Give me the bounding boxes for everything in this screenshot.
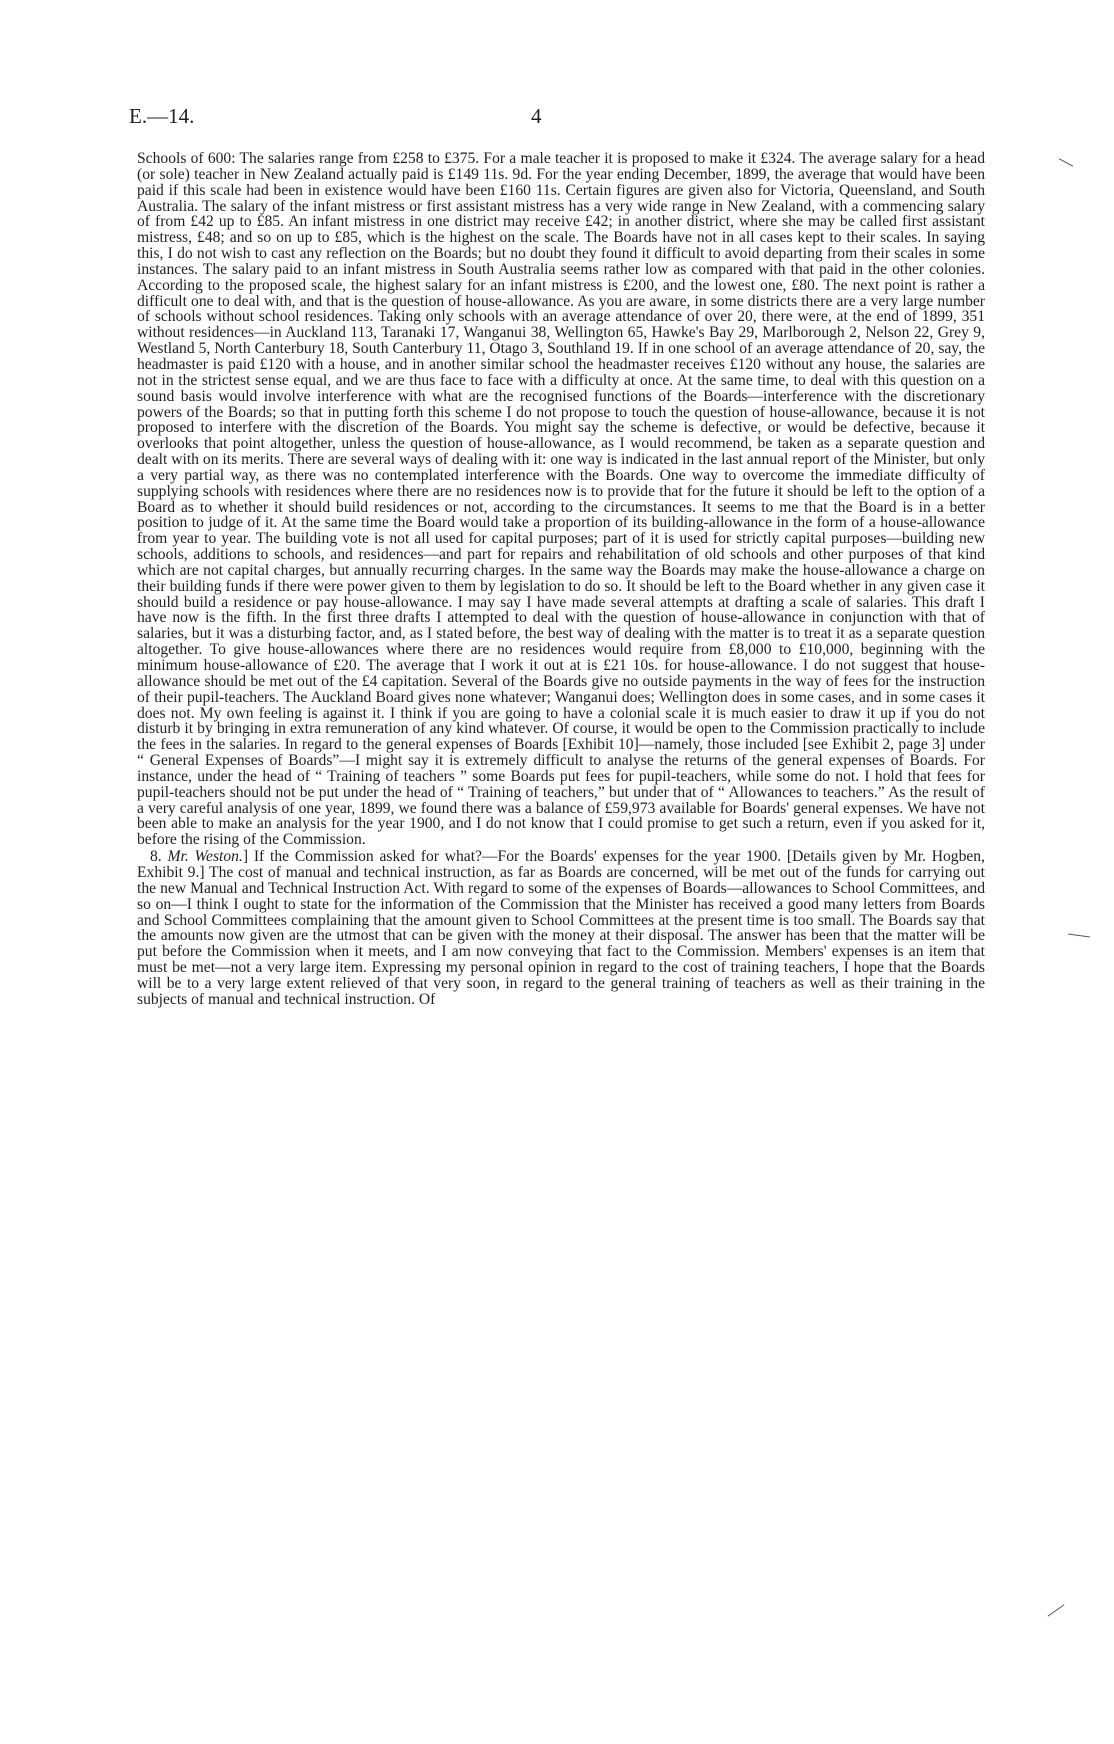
paragraph-schools-salaries: Schools of 600: The salaries range from £258 to £375. For a male teacher it is proposed to make it £324. The average salary for a head (or sole) teacher in New Zealand actually paid is £149 11s. 9d. For the year ending December, 1899, the average that would have been paid if this scale had been in existence would have been £160 11s. Certain figures are given also for Victoria, Queensland, and South Australia. The salary of the infant mistress or first assistant mistress has a very wide range in New Zealand, with a commencing salary of from £42 up to £85. An infant mistress in one district may receive £42; in another district, where she may be called first assistant mistress, £48; and so on up to £85, which is the highest on the scale. The Boards have not in all cases kept to their scales. In saying this, I do not wish to cast any reflection on the Boards; but no doubt they found it difficult to avoid departing from their scales in some instances. The salary paid to an infant mistress in South Australia seems rather low as compared with that paid in the other colonies. According to the proposed scale, the highest salary for an infant mistress is £200, and the lowest one, £80. The next point is rather a difficult one to deal with, and that is the question of house-allowance. As you are aware, in some districts there are a very large number of schools without school residences. Taking only schools with an average attendance of over 20, there were, at the end of 1899, 351 without residences—in Auckland 113, Taranaki 17, Wanganui 38, Wellington 65, Hawke's Bay 29, Marlborough 2, Nelson 22, Grey 9, Westland 5, North Canterbury 18, South Canterbury 11, Otago 3, Southland 19. If in one school of an average attendance of 20, say, the headmaster is paid £120 with a house, and in another similar school the headmaster receives £120 without any house, the salaries are not in the strictest sense equal, and we are thus face to face with a difficulty at once. At the same time, to deal with this question on a sound basis would involve interference with what are the recognised functions of the Boards—interference with the discretionary powers of the Boards; so that in putting forth this scheme I do not propose to touch the question of house-allowance, because it is not proposed to interfere with the discretion of the Boards. You might say the scheme is defective, or would be defective, because it overlooks that point altogether, unless the question of house-allowance, as I would recommend, be taken as a separate question and dealt with on its merits. There are several ways of dealing with it: one way is indicated in the last annual report of the Minister, but only a very partial way, as there was no contemplated interference with the Boards. One way to overcome the immediate difficulty of supplying schools with residences where there are no residences now is to provide that for the future it should be left to the option of a Board as to whether it should build residences or not, according to the circumstances. It seems to me that the Board is in a better position to judge of it. At the same time the Board would take a proportion of its building-allowance in the form of a house-allowance from year to year. The building vote is not all used for capital purposes; part of it is used for strictly capital purposes—building new schools, additions to schools, and residences—and part for repairs and rehabilitation of old schools and other purposes of that kind which are not capital charges, but annually recurring charges. In the same way the Boards may make the house-allowance a charge on their building funds if there were power given to them by legislation to do so. It should be left to the Board whether in any given case it should build a residence or pay house-allowance. I may say I have made several attempts at drafting a scale of salaries. This draft I have now is the fifth. In the first three drafts I attempted to deal with the question of house-allowance in conjunction with that of salaries, but it was a disturbing factor, and, as I stated before, the best way of dealing with the matter is to treat it as a separate question altogether. To give house-allowances where there are no residences would require from £8,000 to £10,000, beginning with the minimum house-allowance of £20. The average that I work it out at is £21 10s. for house-allowance. I do not suggest that house-allowance should be met out of the £4 capitation. Several of the Boards give no outside payments in the way of fees for the instruction of their pupil-teachers. The Auckland Board gives none whatever; Wanganui does; Wellington does in some cases, and in some cases it does not. My own feeling is against it. I think if you are going to have a colonial scale it is much easier to draw it up if you do not disturb it by bringing in extra remuneration of any kind whatever. Of course, it would be open to the Commission practically to include the fees in the salaries. In regard to the general expenses of Boards [Exhibit 10]—namely, those included [see Exhibit 2, page 3] under “ General Expenses of Boards”—I might say it is extremely difficult to analyse the returns of the general expenses of Boards. For instance, under the head of “ Training of teachers ” some Boards put fees for pupil-teachers, while some do not. I hold that fees for pupil-teachers should not be put under the head of “ Training of teachers,” but under that of “ Allowances to teachers.” As the result of a very careful analysis of one year, 1899, we found there was a balance of £59,973 available for Boards' general expenses. We have not been able to make an analysis for the year 1900, and I do not know that I could promise to get such a return, even if you asked for it, before the rising of the Commission. [137,150,985,849]
paragraph-question-8 [137,849,985,1007]
page-body [137,151,985,1008]
page-header [129,104,987,134]
question-answer-text: ] If the Commission asked for what?—For the Boards' expenses for the year 1900. [Details given by Mr. Hogben, Exhibit 9.] The cost of manual and technical instruction, as far as Boards are concerned, will be met out of the funds for carrying out the new Manual and Technical Instruction Act. With regard to some of the expenses of Boards—allowances to School Committees, and so on—I think I ought to state for the information of the Commission that the Minister has received a good many letters from Boards and School Committees complaining that the amount given to School Committees at the present time is too small. The Boards say that the amounts now given are the utmost that can be given with the money at their disposal. The answer has been that the matter will be put before the Commission when it meets, and I am now conveying that fact to the Commission. Members' expenses is an item that must be met—not a very large item. Expressing my personal opinion in regard to the cost of training teachers, I hope that the Boards will be to a very large extent relieved of that very soon, in regard to the general training of teachers as well as their training in the subjects of manual and technical instruction. Of [137,848,985,1008]
speaker-name: Mr. Weston. [167,848,243,866]
margin-mark-middle [1068,933,1090,937]
page-number: 4 [531,104,542,128]
document-reference: E.—14. [129,104,195,128]
margin-mark-bottom [1048,1604,1065,1616]
margin-mark-top [1059,158,1074,166]
question-number: 8. [150,848,162,866]
